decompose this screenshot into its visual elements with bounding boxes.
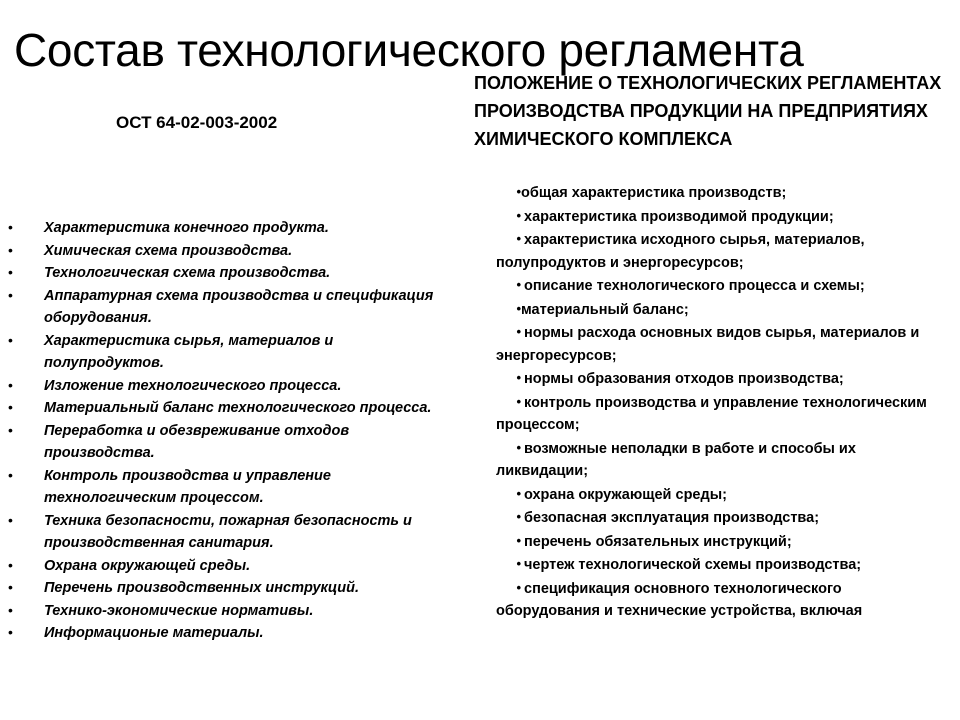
list-item bbox=[496, 530, 946, 554]
bullet-icon: • bbox=[516, 556, 521, 571]
list-item bbox=[8, 397, 448, 420]
list-item-text: характеристика исходного сырья, материалов, полупродуктов и энергоресурсов; bbox=[496, 232, 865, 271]
list-item bbox=[8, 465, 448, 510]
list-item-text: Переработка и обезвреживание отходов производства. bbox=[44, 422, 350, 461]
list-item bbox=[8, 217, 448, 240]
list-item-text: Охрана окружающей среды. bbox=[44, 557, 251, 574]
bullet-icon: • bbox=[516, 184, 521, 199]
list-item-text: безопасная эксплуатация производства; bbox=[524, 510, 820, 526]
list-item-text: чертеж технологической схемы производства; bbox=[524, 557, 862, 573]
bullet-icon: • bbox=[8, 241, 13, 258]
list-item-text: Технологическая схема производства. bbox=[44, 265, 331, 281]
bullet-icon: • bbox=[516, 324, 521, 339]
list-item-text: материальный баланс; bbox=[521, 301, 689, 318]
list-item bbox=[8, 510, 448, 555]
list-item bbox=[496, 181, 946, 205]
list-item bbox=[8, 285, 448, 330]
bullet-icon: • bbox=[516, 207, 521, 223]
list-item-text: контроль производства и управление технологическим процессом; bbox=[496, 394, 927, 433]
bullet-icon: • bbox=[8, 376, 13, 393]
left-column-heading: ОСТ 64-02-003-2002 bbox=[116, 113, 278, 132]
bullet-icon: • bbox=[516, 579, 521, 595]
bullet-icon: • bbox=[516, 300, 521, 316]
list-item bbox=[496, 367, 946, 391]
list-item-text: нормы образования отходов производства; bbox=[524, 371, 844, 387]
list-item bbox=[496, 577, 946, 623]
list-item bbox=[496, 321, 946, 367]
bullet-icon: • bbox=[516, 277, 521, 292]
list-item-text: Аппаратурная схема производства и спецификация оборудования. bbox=[44, 287, 434, 326]
bullet-icon: • bbox=[8, 219, 13, 235]
bullet-icon: • bbox=[8, 286, 13, 303]
list-item-text: общая характеристика производств; bbox=[521, 185, 787, 201]
bullet-icon: • bbox=[8, 399, 13, 415]
list-item bbox=[8, 622, 448, 645]
list-item bbox=[8, 600, 448, 623]
list-item-text: Техника безопасности, пожарная безопасность и производственная санитария. bbox=[44, 512, 412, 551]
bullet-icon: • bbox=[516, 393, 521, 409]
list-item bbox=[496, 506, 946, 530]
list-item-text: спецификация основного технологического оборудования и технические устройства, включая bbox=[496, 580, 863, 619]
bullet-icon: • bbox=[516, 509, 521, 524]
list-item bbox=[8, 375, 448, 398]
bullet-icon: • bbox=[8, 624, 13, 640]
list-item bbox=[496, 391, 946, 437]
list-item bbox=[8, 555, 448, 578]
list-item bbox=[8, 240, 448, 263]
list-item bbox=[8, 420, 448, 465]
bullet-icon: • bbox=[8, 601, 13, 618]
list-item-text: Химическая схема производства. bbox=[44, 242, 293, 259]
list-item bbox=[8, 577, 448, 600]
right-column-heading: ПОЛОЖЕНИЕ О ТЕХНОЛОГИЧЕСКИХ РЕГЛАМЕНТАХ ПРОИЗВОДСТВА ПРОДУКЦИИ НА ПРЕДПРИЯТИЯХ ХИМИЧЕСКОГО КОМПЛЕКСА bbox=[474, 73, 942, 149]
list-item-text: перечень обязательных инструкций; bbox=[524, 533, 792, 550]
list-item-text: возможные неполадки в работе и способы их ликвидации; bbox=[496, 440, 856, 479]
list-item bbox=[496, 274, 946, 298]
list-item bbox=[496, 553, 946, 577]
bullet-icon: • bbox=[8, 511, 13, 528]
list-item bbox=[496, 483, 946, 507]
list-item bbox=[496, 205, 946, 229]
list-item-text: нормы расхода основных видов сырья, материалов и энергоресурсов; bbox=[496, 325, 920, 364]
left-bullet-list bbox=[8, 217, 448, 645]
bullet-icon: • bbox=[8, 556, 13, 573]
list-item-text: Характеристика конечного продукта. bbox=[44, 220, 329, 236]
list-item-text: Контроль производства и управление технологическим процессом. bbox=[44, 467, 331, 506]
list-item-text: охрана окружающей среды; bbox=[524, 486, 727, 503]
list-item-text: Изложение технологического процесса. bbox=[44, 377, 342, 394]
bullet-icon: • bbox=[516, 231, 521, 246]
bullet-icon: • bbox=[516, 439, 521, 455]
list-item bbox=[8, 262, 448, 285]
slide-title: Состав технологического регламента bbox=[14, 24, 804, 76]
bullet-icon: • bbox=[8, 466, 13, 483]
list-item-text: Перечень производственных инструкций. bbox=[44, 580, 359, 596]
bullet-icon: • bbox=[516, 370, 521, 385]
list-item bbox=[496, 298, 946, 322]
list-item-text: Информационые материалы. bbox=[44, 625, 264, 641]
bullet-icon: • bbox=[8, 421, 13, 438]
list-item bbox=[496, 437, 946, 483]
bullet-icon: • bbox=[516, 532, 521, 548]
list-item-text: Технико-экономические нормативы. bbox=[44, 602, 314, 619]
list-item-text: Материальный баланс технологического процесса. bbox=[44, 400, 432, 416]
bullet-icon: • bbox=[8, 579, 13, 595]
bullet-icon: • bbox=[516, 485, 521, 501]
right-bullet-list bbox=[496, 181, 946, 623]
list-item-text: описание технологического процесса и схемы; bbox=[524, 278, 865, 294]
list-item bbox=[8, 330, 448, 375]
list-item-text: характеристика производимой продукции; bbox=[524, 208, 834, 225]
bullet-icon: • bbox=[8, 331, 13, 348]
bullet-icon: • bbox=[8, 264, 13, 280]
list-item bbox=[496, 228, 946, 274]
list-item-text: Характеристика сырья, материалов и полупродуктов. bbox=[44, 332, 334, 371]
